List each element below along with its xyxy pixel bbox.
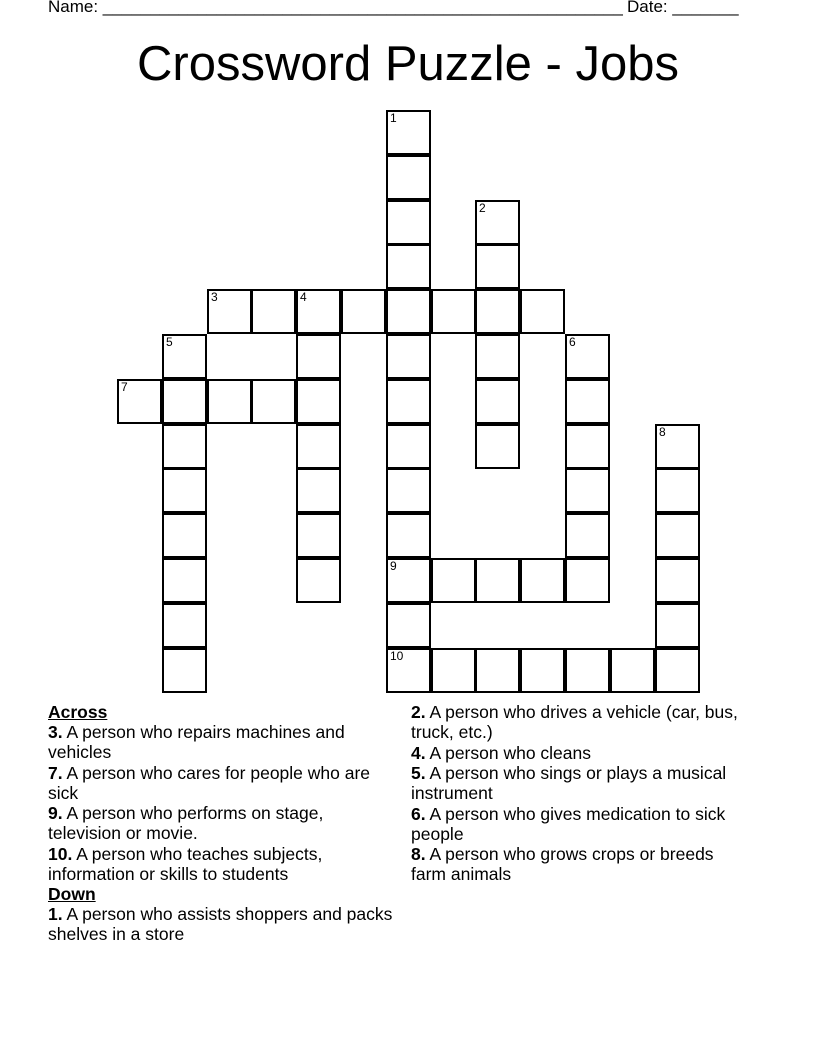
grid-cell[interactable] (520, 289, 565, 334)
clue-text: A person who sings or plays a musical instrument (411, 763, 727, 803)
grid-cell[interactable] (251, 289, 296, 334)
grid-cell[interactable] (565, 424, 610, 469)
grid-cell[interactable] (475, 244, 520, 289)
clue-number: 1. (48, 904, 63, 924)
grid-cell[interactable] (386, 468, 431, 513)
cell-number: 4 (300, 290, 307, 304)
grid-cell[interactable] (117, 379, 162, 424)
grid-cell[interactable] (296, 334, 341, 379)
grid-cell[interactable] (475, 200, 520, 245)
grid-cell[interactable] (386, 334, 431, 379)
clue-text: A person who teaches subjects, information or skills to students (48, 843, 323, 884)
clue-across-9 (48, 803, 393, 843)
grid-cell[interactable] (520, 648, 565, 693)
grid-cell[interactable] (565, 558, 610, 603)
grid-cell[interactable] (386, 155, 431, 200)
grid-cell[interactable] (207, 289, 252, 334)
cell-number: 7 (121, 380, 128, 394)
cell-number: 2 (479, 201, 486, 215)
clue-text: A person who assists shoppers and packs shelves in a store (48, 904, 393, 944)
name-line: Name: _______________________________________________________ (48, 0, 623, 16)
grid-cell[interactable] (162, 558, 207, 603)
grid-cell[interactable] (386, 289, 431, 334)
grid-cell[interactable] (610, 648, 655, 693)
clue-down-5 (411, 763, 751, 803)
date-line: Date: _______ (627, 0, 739, 16)
grid-cell[interactable] (341, 289, 386, 334)
clue-across-10 (48, 844, 393, 884)
grid-cell[interactable] (296, 468, 341, 513)
clues-right-column (411, 702, 751, 885)
cell-number: 1 (390, 111, 397, 125)
grid-cell[interactable] (565, 334, 610, 379)
grid-cell[interactable] (431, 558, 476, 603)
clue-down-8 (411, 844, 751, 884)
clue-text: A person who grows crops or breeds farm animals (411, 844, 714, 884)
grid-cell[interactable] (296, 513, 341, 558)
clue-down-1 (48, 904, 393, 944)
grid-cell[interactable] (431, 648, 476, 693)
clue-down-2 (411, 702, 751, 742)
cell-number: 8 (659, 425, 666, 439)
grid-cell[interactable] (207, 379, 252, 424)
clue-down-4 (411, 743, 751, 763)
clue-across-3 (48, 722, 393, 762)
grid-cell[interactable] (431, 289, 476, 334)
grid-cell[interactable] (386, 648, 431, 693)
clue-number: 5. (411, 763, 426, 783)
grid-cell[interactable] (565, 379, 610, 424)
grid-cell[interactable] (655, 558, 700, 603)
grid-cell[interactable] (565, 648, 610, 693)
clue-down-6 (411, 804, 751, 844)
grid-cell[interactable] (386, 424, 431, 469)
grid-cell[interactable] (386, 200, 431, 245)
cell-number: 9 (390, 559, 397, 573)
clue-text: A person who cleans (429, 742, 592, 763)
clue-number: 6. (411, 803, 426, 824)
grid-cell[interactable] (251, 379, 296, 424)
grid-cell[interactable] (296, 424, 341, 469)
clue-text: A person who performs on stage, television or movie. (48, 803, 324, 843)
grid-cell[interactable] (475, 424, 520, 469)
clue-number: 9. (48, 803, 63, 823)
down-heading: Down (48, 884, 96, 904)
cell-number: 5 (166, 335, 173, 349)
grid-cell[interactable] (162, 648, 207, 693)
clue-text: A person who cares for people who are sick (48, 762, 371, 803)
grid-cell[interactable] (386, 558, 431, 603)
grid-cell[interactable] (386, 603, 431, 648)
grid-cell[interactable] (565, 513, 610, 558)
grid-cell[interactable] (475, 289, 520, 334)
grid-cell[interactable] (162, 379, 207, 424)
cell-number: 6 (569, 335, 576, 349)
clues-left-column (48, 702, 393, 945)
clue-number: 8. (411, 844, 426, 864)
grid-cell[interactable] (162, 424, 207, 469)
grid-cell[interactable] (162, 513, 207, 558)
clue-text: A person who drives a vehicle (car, bus, truck, etc.) (411, 702, 738, 742)
grid-cell[interactable] (655, 468, 700, 513)
clue-number: 3. (48, 722, 63, 742)
grid-cell[interactable] (520, 558, 565, 603)
grid-cell[interactable] (475, 648, 520, 693)
clue-text: A person who repairs machines and vehicles (48, 722, 345, 762)
grid-cell[interactable] (655, 513, 700, 558)
clue-number: 2. (411, 702, 426, 722)
clue-number: 7. (48, 762, 63, 783)
grid-cell[interactable] (162, 603, 207, 648)
clue-number: 10. (48, 843, 73, 864)
clue-number: 4. (411, 742, 426, 763)
grid-cell[interactable] (386, 513, 431, 558)
cell-number: 10 (390, 649, 404, 663)
clue-text: A person who gives medication to sick people (411, 803, 726, 844)
grid-cell[interactable] (565, 468, 610, 513)
grid-cell[interactable] (386, 110, 431, 155)
grid-cell[interactable] (296, 379, 341, 424)
grid-cell[interactable] (475, 558, 520, 603)
grid-cell[interactable] (162, 334, 207, 379)
grid-cell[interactable] (386, 379, 431, 424)
page-title: Crossword Puzzle - Jobs (137, 37, 679, 91)
grid-cell[interactable] (162, 468, 207, 513)
across-heading: Across (48, 702, 108, 722)
grid-cell[interactable] (475, 334, 520, 379)
grid-cell[interactable] (655, 603, 700, 648)
grid-cell[interactable] (655, 424, 700, 469)
grid-cell[interactable] (386, 244, 431, 289)
grid-cell[interactable] (655, 648, 700, 693)
grid-cell[interactable] (296, 558, 341, 603)
cell-number: 3 (211, 290, 218, 304)
clue-across-7 (48, 763, 393, 803)
grid-cell[interactable] (296, 289, 341, 334)
grid-cell[interactable] (475, 379, 520, 424)
